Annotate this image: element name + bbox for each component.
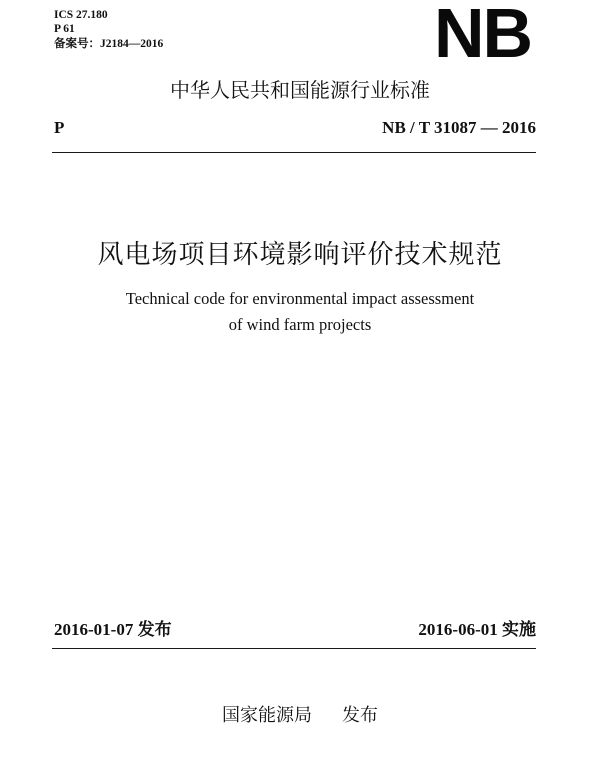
issuer-action: 发布 (342, 705, 378, 726)
standard-number: NB / T 31087 — 2016 (382, 118, 536, 137)
title-english-line1: Technical code for environmental impact assessment (125, 289, 475, 308)
standard-category: 中华人民共和国能源行业标准 (170, 78, 430, 102)
implementation-date: 2016-06-01 (418, 620, 498, 639)
implementation-label: 实施 (502, 620, 536, 640)
issue-date: 2016-01-07 (54, 620, 134, 639)
implementation-date-row (418, 619, 536, 641)
top-divider (52, 152, 536, 153)
title-english-line2: of wind farm projects (228, 315, 372, 334)
issue-label: 发布 (137, 620, 172, 640)
bottom-divider (52, 648, 536, 649)
ics-code: ICS 27.180 (54, 9, 108, 21)
record-number: 备案号：J2184—2016 (54, 38, 164, 50)
issuer-row (0, 704, 600, 728)
class-letter: P (54, 118, 65, 137)
issuer-name: 国家能源局 (222, 705, 312, 726)
issue-date-row (54, 619, 172, 641)
title-chinese: 风电场项目环境影响评价技术规范 (97, 240, 503, 270)
nb-logo: NB (434, 0, 532, 72)
classification-code: P 61 (54, 23, 75, 35)
